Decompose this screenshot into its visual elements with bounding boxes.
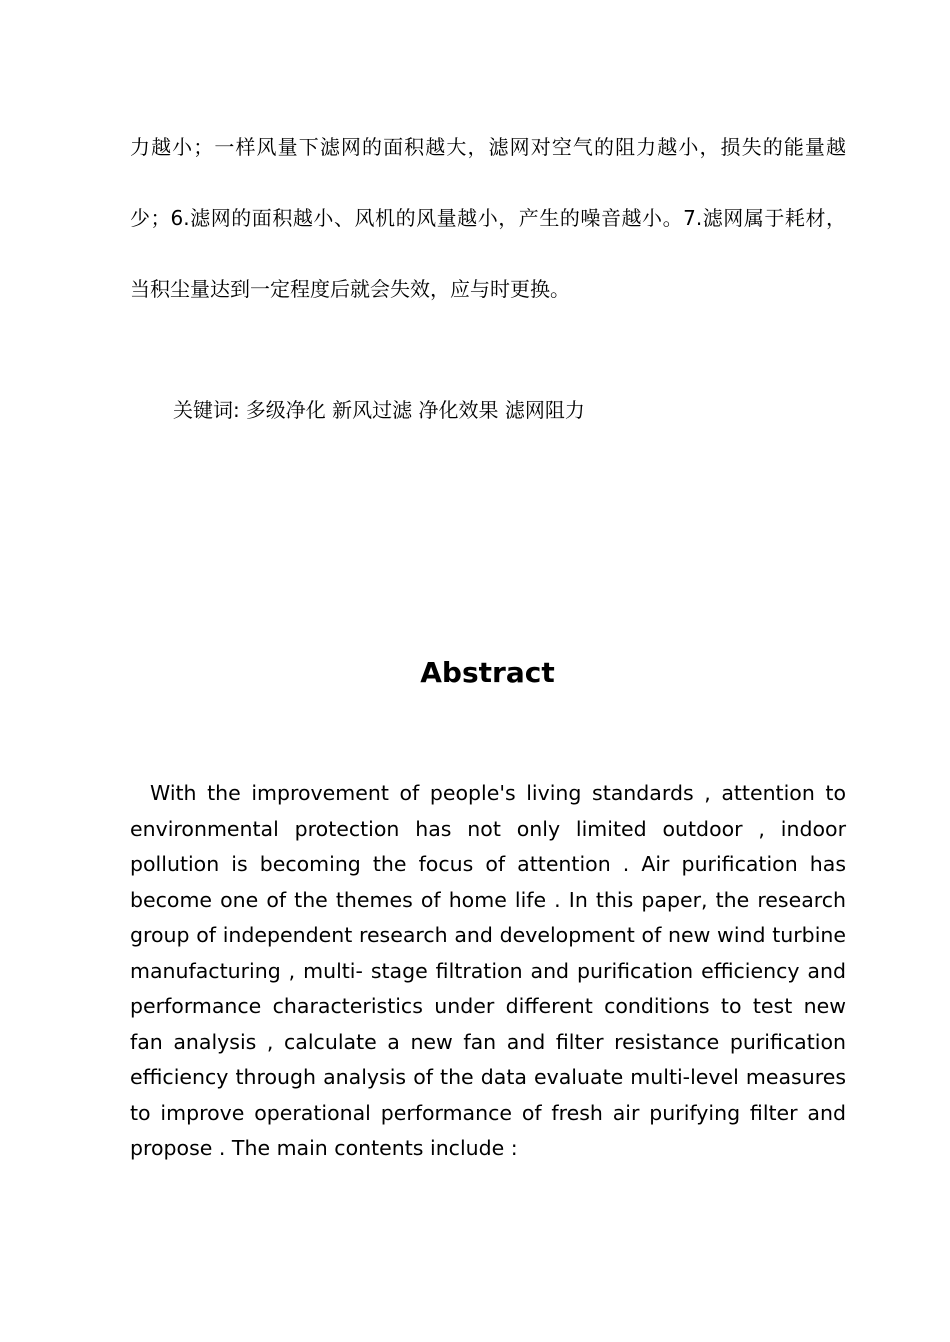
keyword-item: 新风过滤 xyxy=(332,398,413,422)
english-abstract-paragraph: With the improvement of people's living standards , attention to environmental protection has not only limited outdoor , indoor pollution is becoming the focus of attention . Air purification has become one of the themes of home life . In this paper, the research group of independent research and development of new wind turbine manufacturing , multi- stage filtration and purification efficiency and performance characteristics under different conditions to test new fan analysis , calculate a new fan and filter resistance purification efficiency through analysis of the data evaluate multi-level measures to improve operational performance of fresh air purifying filter and propose . The main contents include : xyxy=(130,781,846,1160)
abstract-heading: Abstract xyxy=(420,656,555,689)
chinese-abstract-continuation: 力越小；一样风量下滤网的面积越大，滤网对空气的阻力越小，损失的能量越少；6.滤网的面积越小、风机的风量越小，产生的噪音越小。7.滤网属于耗材，当积尘量达到一定程度后就会失效，应与时更换。 xyxy=(130,135,846,301)
keywords-label: 关键词: xyxy=(173,398,240,422)
keyword-item: 滤网阻力 xyxy=(504,398,585,422)
keyword-item: 净化效果 xyxy=(418,398,499,422)
keywords-line xyxy=(173,392,585,428)
keyword-item: 多级净化 xyxy=(245,398,326,422)
